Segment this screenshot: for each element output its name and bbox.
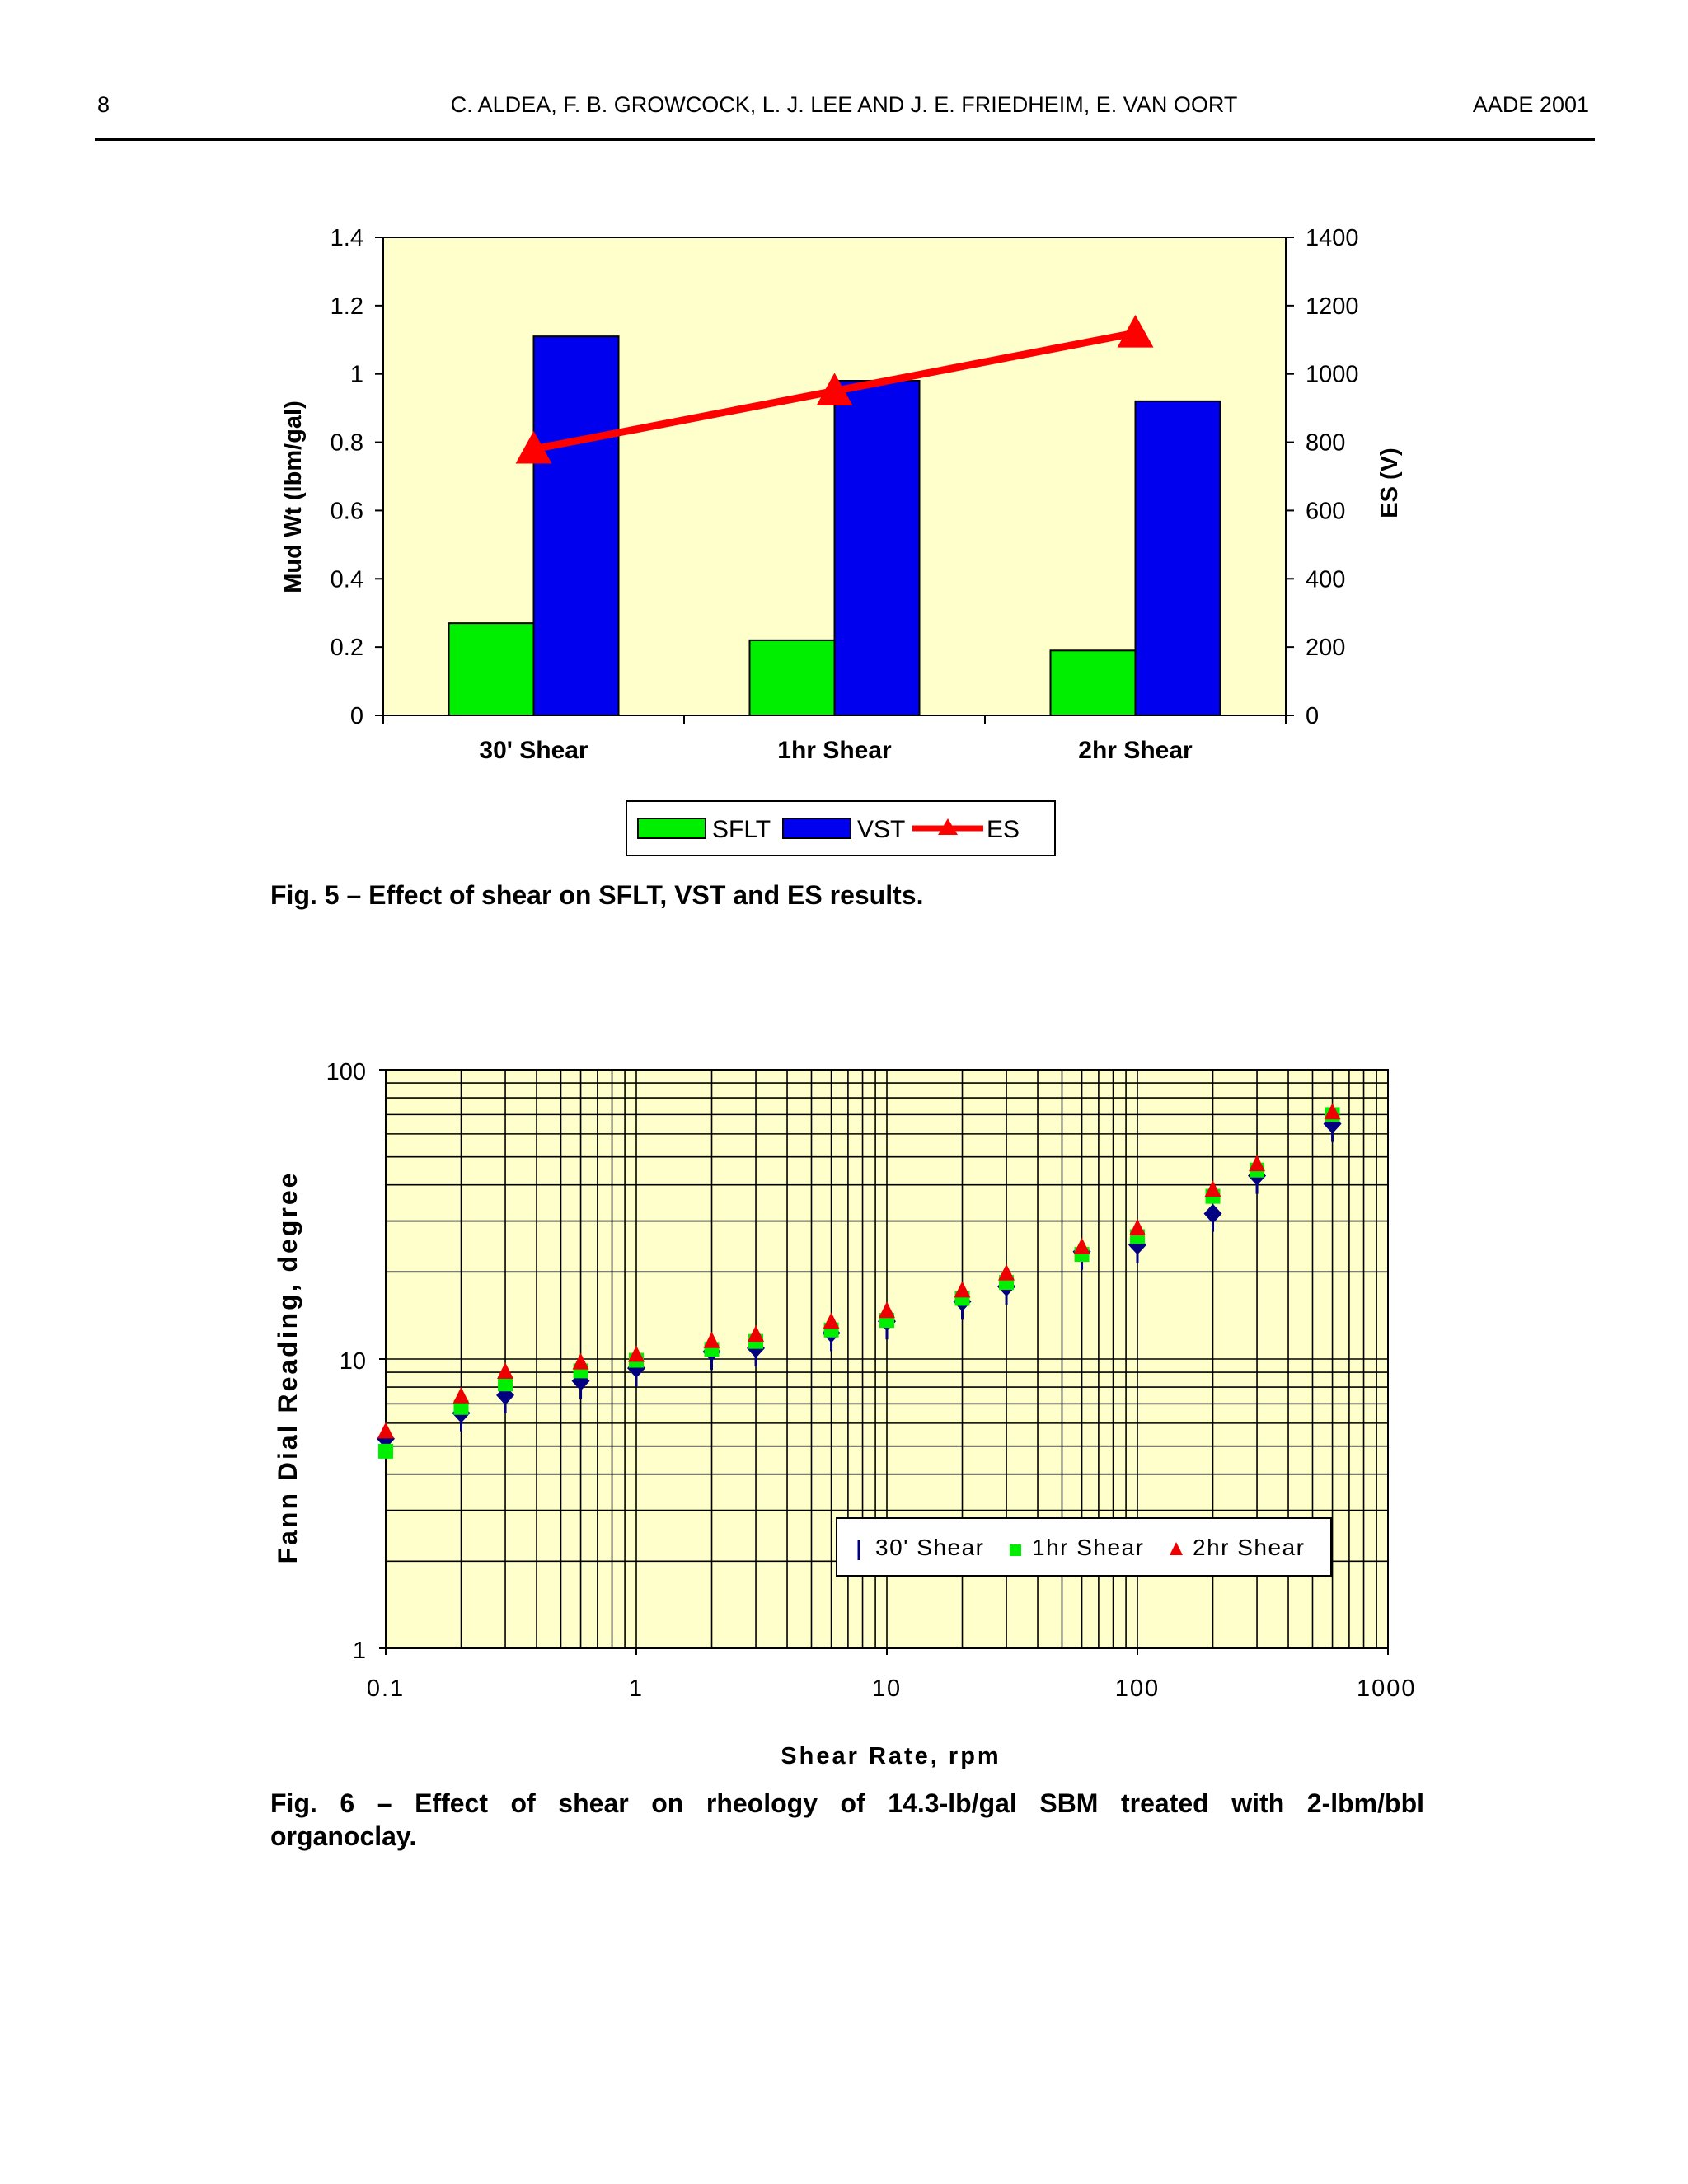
figure-6-caption-line1: Fig. 6 – Effect of shear on rheology of 14.3-lb/gal SBM treated with 2-lbm/bbl <box>270 1788 1424 1818</box>
y2-tick-label: 1400 <box>1306 225 1359 251</box>
y2-tick-label: 800 <box>1306 429 1346 457</box>
y2-tick-label: 0 <box>1306 703 1320 729</box>
y2-tick-label: 600 <box>1306 498 1346 525</box>
y-tick-label: 10 <box>339 1348 366 1375</box>
legend-label-sflt: SFLT <box>712 816 771 843</box>
x-tick-label: 10 <box>871 1675 903 1702</box>
y-axis-label: Mud Wt (lbm/gal) <box>280 401 307 593</box>
x-tick-label: 100 <box>1114 1675 1160 1702</box>
y2-tick-label: 200 <box>1306 635 1346 662</box>
y-tick-label: 1.4 <box>330 225 363 251</box>
y-tick-label: 0.6 <box>330 498 363 525</box>
x-category-label: 2hr Shear <box>1078 737 1193 764</box>
y-tick-label: 1 <box>349 361 363 388</box>
x-tick-label: 1000 <box>1357 1675 1417 1702</box>
x-tick-label: 0.1 <box>366 1675 406 1702</box>
page-number: 8 <box>97 92 110 117</box>
figure-5-caption: Fig. 5 – Effect of shear on SFLT, VST and ES results. <box>270 880 924 910</box>
x-tick-label: 1 <box>628 1675 645 1702</box>
running-header-authors: C. ALDEA, F. B. GROWCOCK, L. J. LEE AND J. E. FRIEDHEIM, E. VAN OORT <box>450 92 1238 117</box>
legend-marker <box>1010 1544 1021 1556</box>
running-header-conference: AADE 2001 <box>1472 92 1589 117</box>
legend-label: 2hr Shear <box>1193 1535 1306 1560</box>
legend-label-es: ES <box>987 816 1020 843</box>
x-axis-label: Shear Rate, rpm <box>781 1743 1001 1769</box>
y-tick-label: 100 <box>326 1059 366 1085</box>
y2-tick-label: 400 <box>1306 566 1346 593</box>
y-tick-label: 1.2 <box>330 293 363 320</box>
figure-6-caption <box>270 1787 1424 1853</box>
legend-label: 1hr Shear <box>1032 1535 1145 1560</box>
x-category-label: 30' Shear <box>479 737 588 764</box>
legend-label-vst: VST <box>857 816 906 843</box>
y-tick-label: 0 <box>349 703 363 729</box>
y-tick-label: 0.4 <box>330 566 363 593</box>
y-axis-label: Fann Dial Reading, degree <box>273 1170 302 1564</box>
y2-axis-label: ES (V) <box>1376 448 1403 518</box>
y-tick-label: 0.2 <box>330 635 363 662</box>
y-tick-label: 0.8 <box>330 429 363 457</box>
y-tick-label: 1 <box>352 1638 366 1664</box>
y2-tick-label: 1200 <box>1306 293 1359 320</box>
point-1hr-shear <box>378 1444 393 1459</box>
y2-tick-label: 1000 <box>1306 361 1359 388</box>
legend-label: 30' Shear <box>875 1535 985 1560</box>
x-category-label: 1hr Shear <box>777 737 892 764</box>
figure-6-caption-line2: organoclay. <box>270 1821 417 1851</box>
